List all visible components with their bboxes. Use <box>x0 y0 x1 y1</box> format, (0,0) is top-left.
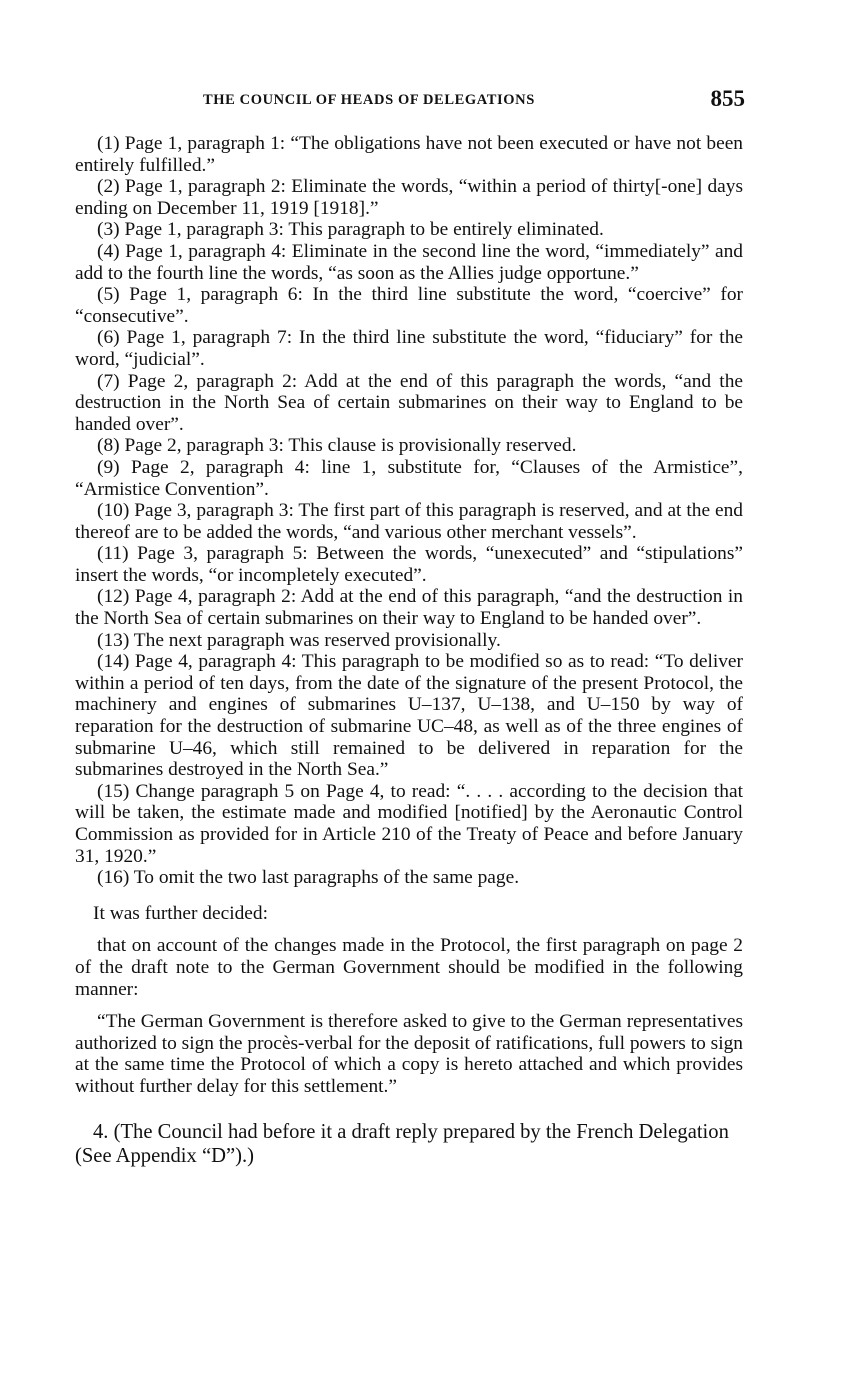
amendment-item: (13) The next paragraph was reserved provisionally. <box>97 629 501 651</box>
page-number: 855 <box>710 86 745 111</box>
amendment-item: (6) Page 1, paragraph 7: In the third line substitute the word, “fiduciary” for the word, “judicial”. <box>75 327 743 370</box>
amendment-item: (2) Page 1, paragraph 2: Eliminate the words, “within a period of thirty[-one] days ending on December 11, 1919 [1918].” <box>75 176 743 219</box>
amendment-item: (4) Page 1, paragraph 4: Eliminate in the second line the word, “immediately” and add to the fourth line the words, “as soon as the Allies judge opportune.” <box>75 240 743 284</box>
quoted-text: “The German Government is therefore asked to give to the German representatives authorized to sign the procès-verbal for the deposit of ratifications, full powers to sign at the same time the Protocol of which a copy is hereto attached and which provides without further delay for this settlement.” <box>75 1011 743 1097</box>
body-text <box>75 133 743 1168</box>
amendment-item: (14) Page 4, paragraph 4: This paragraph to be modified so as to read: “To deliver within a period of ten days, from the date of the signature of the present Protocol, the machinery and engines of submarines U–137, U–138, and U–150 by way of reparation for the destruction of submarine UC–48, as well as of the three engines of submarine U–46, which still remained to be delivered in reparation for the submarines destroyed in the North Sea.” <box>75 651 743 781</box>
running-header <box>75 86 745 116</box>
decision-paragraph: that on account of the changes made in the Protocol, the first paragraph on page 2 of the draft note to the German Government should be modified in the following manner: <box>75 935 743 1000</box>
amendment-item: (8) Page 2, paragraph 3: This clause is provisionally reserved. <box>97 435 577 457</box>
subsection-paragraph: 4. (The Council had before it a draft reply prepared by the French Delegation (See Appendix “D”).) <box>75 1120 729 1167</box>
running-title: THE COUNCIL OF HEADS OF DELEGATIONS <box>203 92 535 108</box>
amendment-item: (15) Change paragraph 5 on Page 4, to read: “. . . . according to the decision that will be taken, the estimate made and modified [notified] by the Aeronautic Control Commission as provided for in Article 210 of the Treaty of Peace and before January 31, 1920.” <box>75 780 743 867</box>
amendment-item: (1) Page 1, paragraph 1: “The obligations have not been executed or have not been entirely fulfilled.” <box>75 133 743 176</box>
amendment-item: (9) Page 2, paragraph 4: line 1, substitute for, “Clauses of the Armistice”, “Armistice Convention”. <box>75 456 743 500</box>
amendment-item: (16) To omit the two last paragraphs of the same page. <box>97 867 520 889</box>
amendment-item: (3) Page 1, paragraph 3: This paragraph to be entirely eliminated. <box>97 219 604 241</box>
amendment-item: (11) Page 3, paragraph 5: Between the words, “unexecuted” and “stipulations” insert the words, “or incompletely executed”. <box>75 543 743 586</box>
amendment-item: (5) Page 1, paragraph 6: In the third line substitute the word, “coercive” for “consecutive”. <box>75 284 743 327</box>
amendment-item: (12) Page 4, paragraph 2: Add at the end of this paragraph, “and the destruction in the North Sea of certain submarines on their way to England to be handed over”. <box>75 586 743 630</box>
amendment-item: (7) Page 2, paragraph 2: Add at the end of this paragraph the words, “and the destruction in the North Sea of certain submarines on their way to England to be handed over”. <box>75 370 743 435</box>
amendment-item: (10) Page 3, paragraph 3: The first part of this paragraph is reserved, and at the end thereof are to be added the words, “and various other merchant vessels”. <box>75 500 743 543</box>
decision-lead: It was further decided: <box>93 902 268 924</box>
